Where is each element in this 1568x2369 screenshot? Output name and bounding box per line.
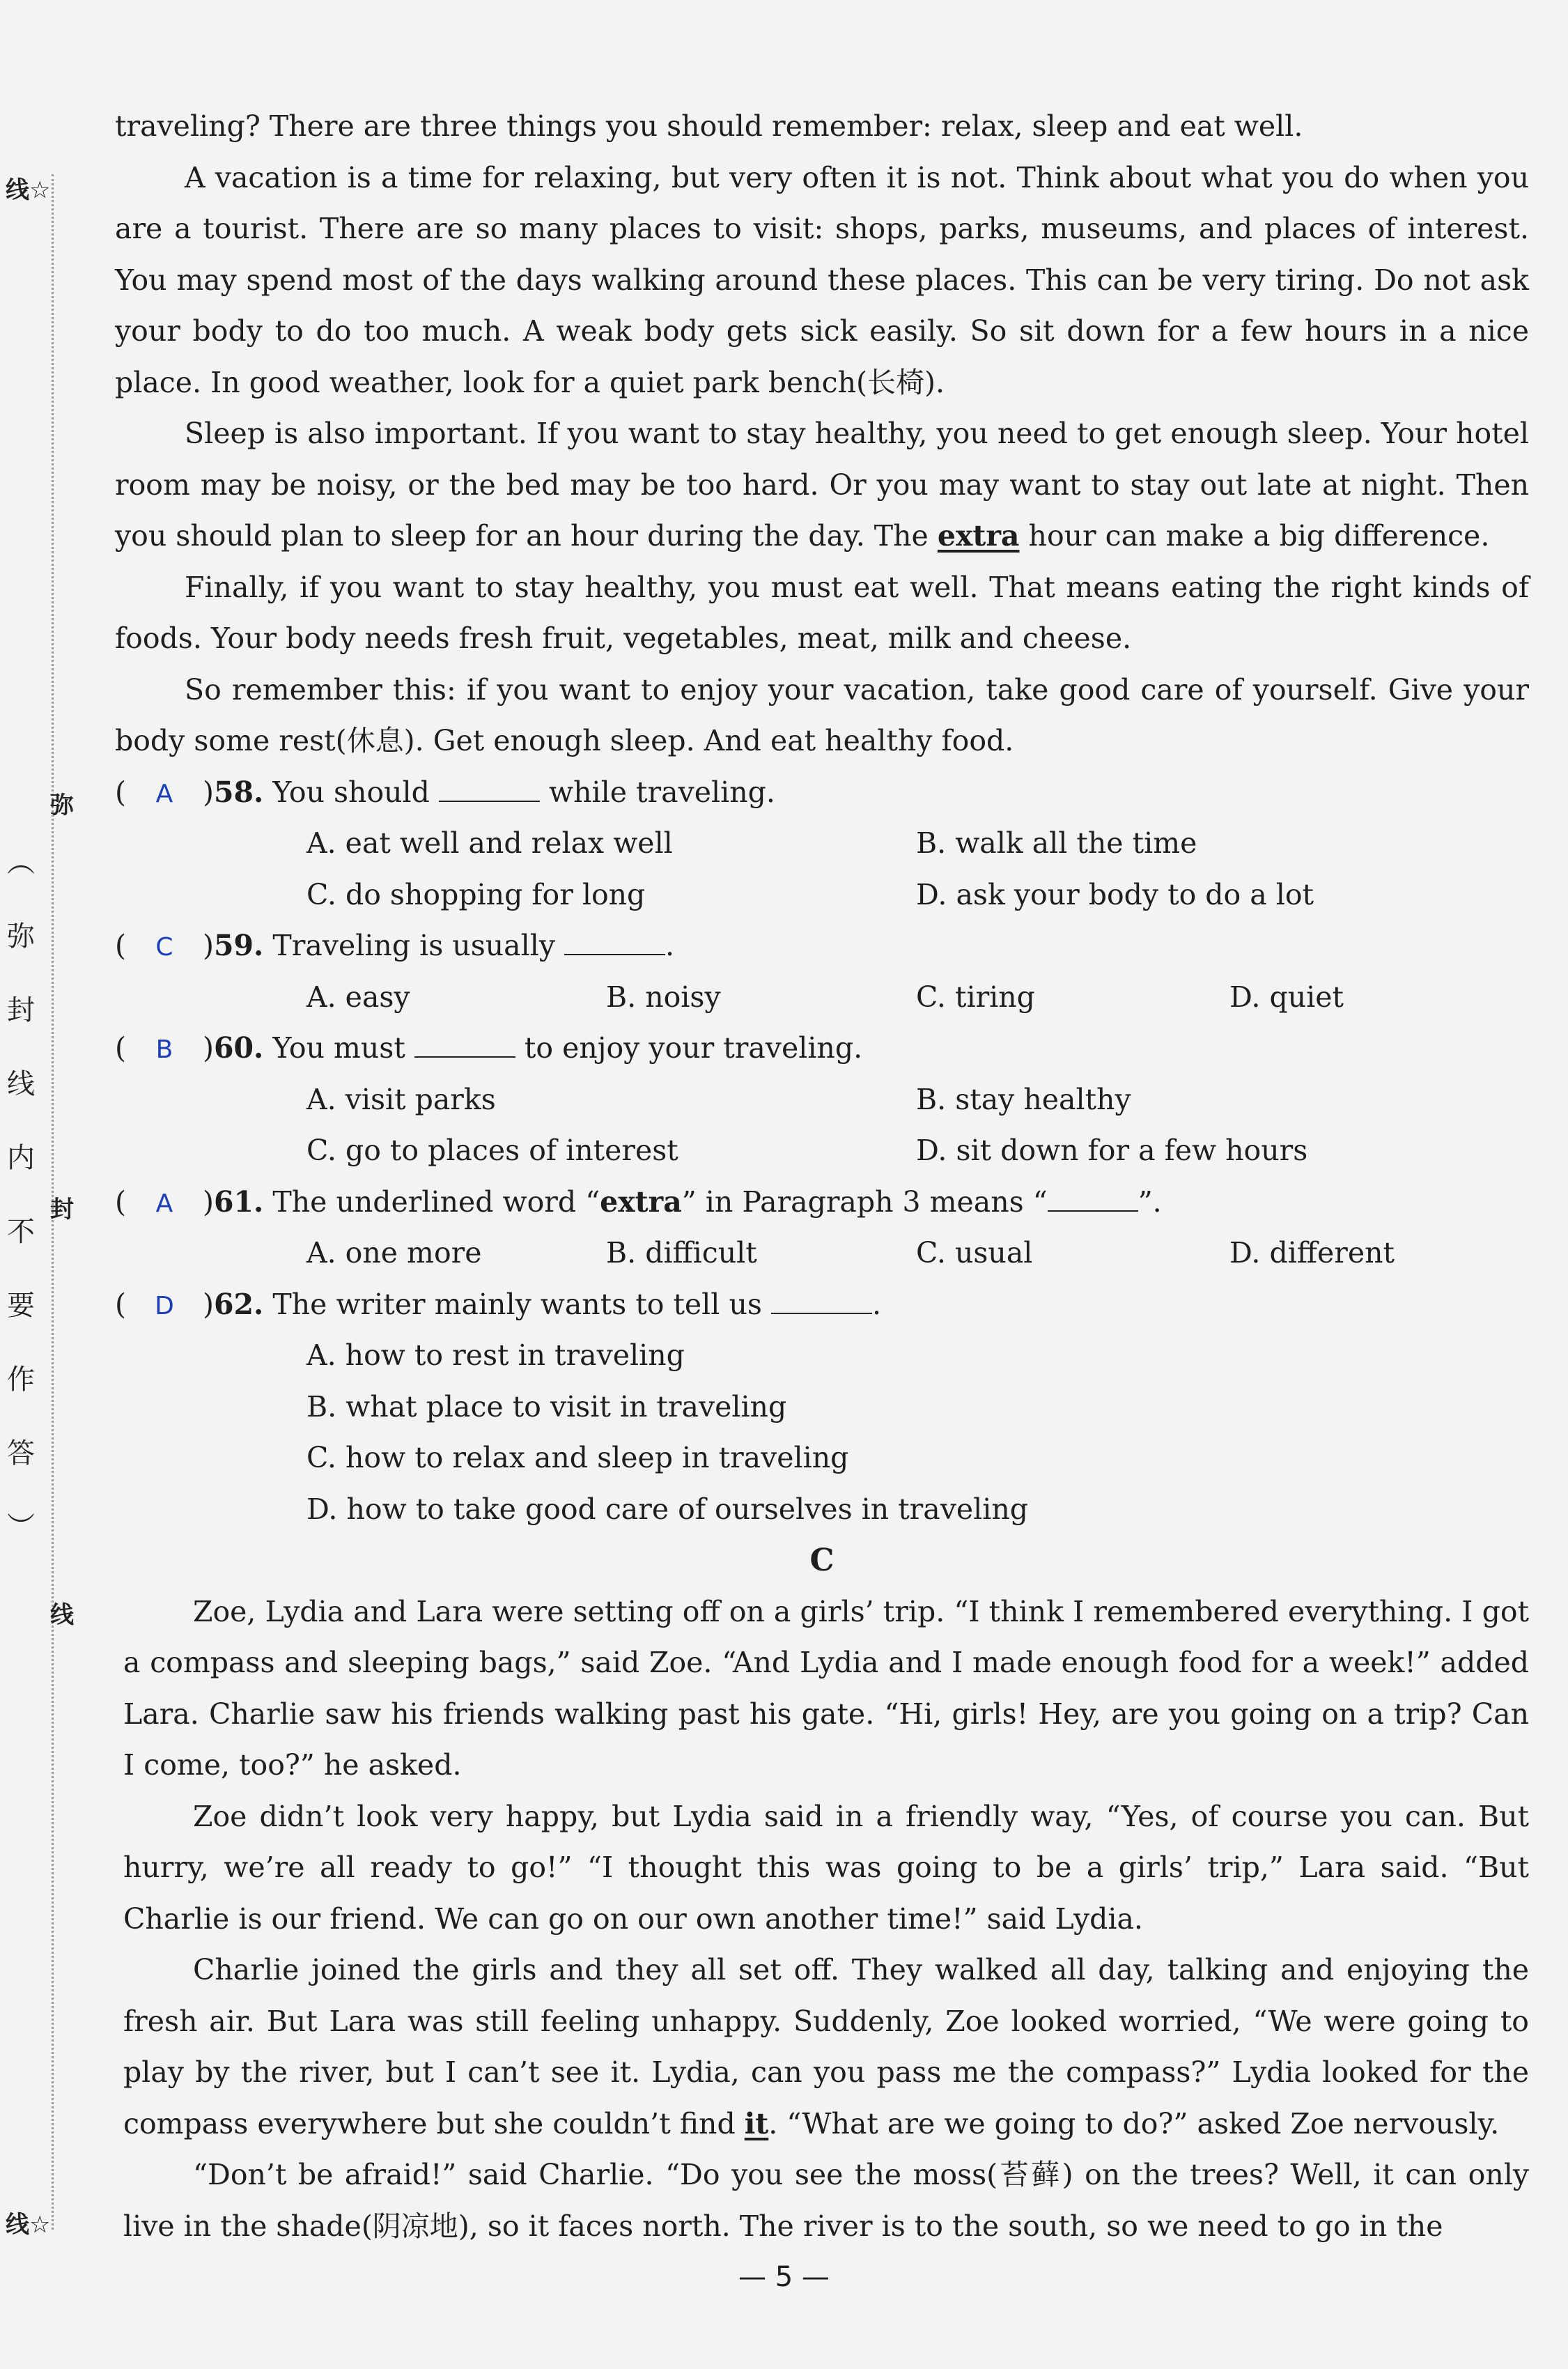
binding-margin <box>0 0 84 2369</box>
answer-58: A <box>155 779 173 808</box>
question-58: ( A ) 58. You should while traveling. <box>115 767 1529 819</box>
answer-61: A <box>155 1189 173 1218</box>
answer-62: D <box>155 1291 174 1320</box>
section-c <box>115 1587 1529 2253</box>
passage-c-p3: Charlie joined the girls and they all set off. They walked all day, talking and enjoying the fresh air. But Lara was still feeling unhappy. Suddenly, Zoe looked worried, “We were going to play by the river, but I can’t see it. Lydia, can you pass me the compass?” Lydia looked for the compass everywhere but she couldn’t find it. “What are we going to do?” asked Zoe nervously. <box>123 1953 1529 2140</box>
answer-60: B <box>155 1035 173 1064</box>
answer-blank <box>1048 1189 1138 1212</box>
underlined-word-extra: extra <box>937 519 1020 553</box>
passage-b-p3: Finally, if you want to stay healthy, you must eat well. That means eating the right kinds of foods. Your body needs fresh fruit, vegetables, meat, milk and cheese. <box>115 570 1529 655</box>
margin-label-bottom: 线☆ <box>6 2211 51 2239</box>
question-60: ( B ) 60. You must to enjoy your traveling. <box>115 1023 1529 1074</box>
options-62: A. how to rest in traveling <box>306 1338 685 1372</box>
margin-vertical-note: ︵ 弥 封 线 内 不 要 作 答 ︶ <box>7 847 35 1543</box>
question-62: ( D ) 62. The writer mainly wants to tell us . <box>115 1279 1529 1331</box>
options-59: A. easy B. noisy C. tiring D. quiet <box>306 980 1344 1014</box>
passage-b-p4: So remember this: if you want to enjoy your vacation, take good care of yourself. Give your body some rest(休息). Get enough sleep. And eat healthy food. <box>115 672 1529 757</box>
question-61: ( A ) 61. The underlined word “ extra ” in Paragraph 3 means “ ”. <box>115 1177 1529 1228</box>
passage-b-p2: Sleep is also important. If you want to stay healthy, you need to get enough sleep. Your hotel room may be noisy, or the bed may be too hard. Or you may want to stay out late at night. Then you should plan to sleep for an hour during the day. The extra hour can make a big difference. <box>115 417 1529 553</box>
margin-label-mi: 弥 <box>50 792 74 819</box>
answer-blank <box>771 1292 872 1314</box>
margin-label-feng: 封 <box>50 1196 74 1224</box>
passage-b-p1: A vacation is a time for relaxing, but very often it is not. Think about what you do when you are a tourist. There are so many places to visit: shops, parks, museums, and places of interest. You may spend most of the days walking around these places. This can be very tiring. Do not ask your body to do too much. A weak body gets sick easily. So sit down for a few hours in a nice place. In good weather, look for a quiet park bench(长椅). <box>115 160 1529 399</box>
options-58: A. eat well and relax well B. walk all the time <box>306 826 1197 860</box>
options-61: A. one more B. difficult C. usual D. different <box>306 1236 1395 1270</box>
page-number: — 5 — <box>738 2261 830 2293</box>
answer-blank <box>414 1035 515 1058</box>
section-c-title: C <box>809 1543 835 1578</box>
underlined-word-it: it <box>744 2106 769 2140</box>
passage-c-p4: “Don’t be afraid!” said Charlie. “Do you see the moss(苔藓) on the trees? Well, it can only live in the shade(阴凉地), so it faces north. The river is to the south, so we need to go in the <box>123 2158 1529 2243</box>
answer-blank <box>439 780 540 802</box>
options-60: A. visit parks B. stay healthy <box>306 1082 1131 1116</box>
passage-c-p1: Zoe, Lydia and Lara were setting off on a girls’ trip. “I think I remembered everything. I got a compass and sleeping bags,” said Zoe. “And Lydia and I made enough food for a week!” added Lara. Charlie saw his friends walking past his gate. “Hi, girls! Hey, are you going on a trip? Can I come, too?” he asked. <box>123 1594 1529 1782</box>
answer-blank <box>564 933 665 955</box>
answer-59: C <box>155 933 173 962</box>
passage-b-p0: traveling? There are three things you should remember: relax, sleep and eat well. <box>115 109 1303 143</box>
passage-c-p2: Zoe didn’t look very happy, but Lydia said in a friendly way, “Yes, of course you can. But hurry, we’re all ready to go!” “I thought this was going to be a girls’ trip,” Lara said. “But Charlie is our friend. We can go on our own another time!” said Lydia. <box>123 1799 1529 1936</box>
margin-label-top: 线☆ <box>6 176 51 204</box>
margin-label-xian: 线 <box>50 1601 74 1629</box>
page-content: traveling? There are three things you should remember: relax, sleep and eat well. A vacation is a time for relaxing, but very often it is not. Think about what you do when you are a tourist. There are so many places to visit: shops, parks, museums, and places of interest. You may spend most of the days walking around these places. This can be very tiring. Do not ask your body to do too much. A weak body gets sick easily. So sit down for a few hours in a nice place. In good weather, look for a quiet park bench(长椅). Sleep is also important. If you want to stay healthy, you need to get enough sleep. Your hotel room may be noisy, or the bed may be too hard. Or you may want to stay out late at night. Then you should plan to sleep for an hour during the day. The extra hour can make a big difference. Finally, if you want to stay healthy, you must eat well. That means eating the right kinds of foods. Your body needs fresh fruit, vegetables, meat, milk and cheese. So remember this: if you want to enjoy your vacation, take good care of yourself. Give your body some rest(休息). Get enough sleep. And eat healthy food. ( A ) 58. You should while traveling. A. eat well and relax well B. walk all the time C. do shopping for long D. ask your body to do a lot ( C ) 59. Traveling is usually . A. easy B. noisy C. tiring D. quiet ( B ) 60. You must to enjoy your traveling. A. visit parks B. stay healthy C. go to places of interest D. sit down for a few hours ( A ) 61. The underlined word “ extra ” in Paragraph 3 means “ ”. A. one more B. difficult C. usual D. different ( D ) 62. The writer mainly wants to tell us . A. how to rest in traveling B. what place to visit in traveling C. how to relax and sleep in traveling D. how to take good care of ourselves in traveling C Zoe, Lydia and Lara were setting off on a girls’ trip. “I think I remembered everything. I got a compass and sleeping bags,” said Zoe. “And Lydia and I made enough food for a week!” added Lara. Charlie saw his friends walking past his gate. “Hi, girls! Hey, are you going on a trip? Can I come, too?” he asked. Zoe didn’t look very happy, but Lydia said in a friendly way, “Yes, of course you can. But hurry, we’re all ready to go!” “I thought this was going to be a girls’ trip,” Lara said. “But Charlie is our friend. We can go on our own another time!” said Lydia. Charlie joined the girls and they all set off. They walked all day, talking and enjoying the fresh air. But Lara was still feeling unhappy. Suddenly, Zoe looked worried, “We were going to play by the river, but I can’t see it. Lydia, can you pass me the compass?” Lydia looked for the compass everywhere but she couldn’t find it. “What are we going to do?” asked Zoe nervously. “Don’t be afraid!” said Charlie. “Do you see the moss(苔藓) on the trees? Well, it can only live in the shade(阴凉地), so it faces north. The river is to the south, so we need to go in the <box>115 101 1529 2252</box>
question-59: ( C ) 59. Traveling is usually . <box>115 920 1529 972</box>
